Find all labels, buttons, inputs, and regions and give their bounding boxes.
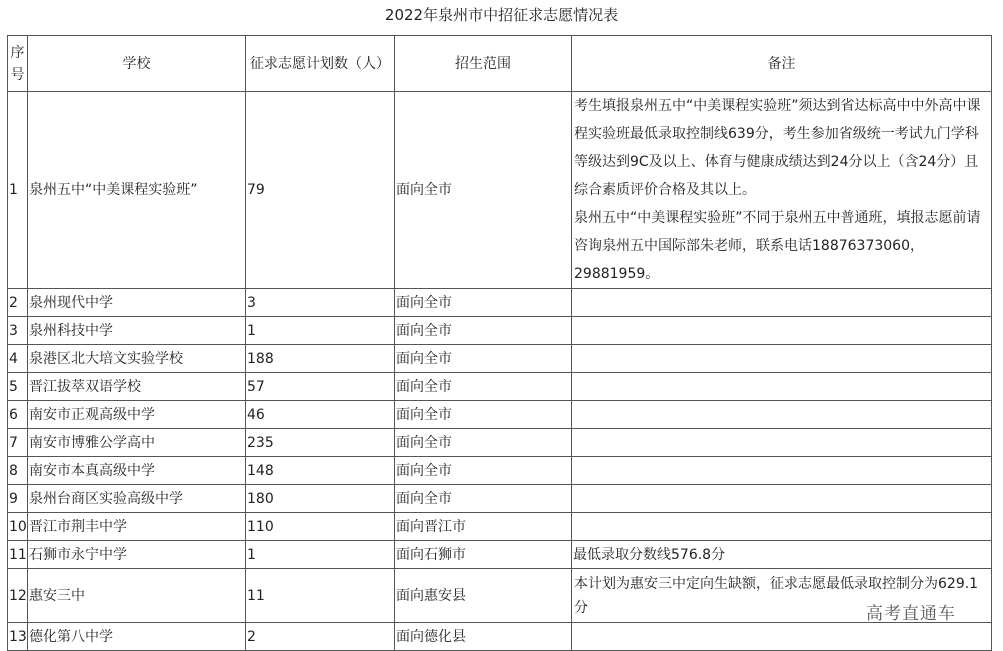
- cell-school: 南安市正观高级中学: [28, 401, 246, 429]
- cell-scope: 面向全市: [395, 485, 572, 513]
- cell-note: [572, 513, 992, 541]
- cell-scope: 面向全市: [395, 429, 572, 457]
- header-note: 备注: [572, 36, 992, 92]
- header-plan: 征求志愿计划数（人）: [246, 36, 395, 92]
- cell-school: 石狮市永宁中学: [28, 541, 246, 569]
- note-text: 考生填报泉州五中“中美课程实验班”须达到省达标高中中外高中课程实验班最低录取控制线639分，考生参加省级统一考试九门学科等级达到9C及以上、体育与健康成绩达到24分以上（含24分）且综合素质评价合格及其以上。: [574, 98, 981, 198]
- cell-note: [572, 485, 992, 513]
- cell-school: 惠安三中: [28, 569, 246, 623]
- cell-school: 晋江市荆丰中学: [28, 513, 246, 541]
- cell-plan: 180: [246, 485, 395, 513]
- cell-plan: 235: [246, 429, 395, 457]
- cell-school: 泉州现代中学: [28, 289, 246, 317]
- cell-scope: 面向全市: [395, 345, 572, 373]
- table-row: [8, 289, 992, 317]
- note-text-extra: 泉州五中“中美课程实验班”不同于泉州五中普通班，填报志愿前请咨询泉州五中国际部朱老师，联系电话18876373060，29881959。: [574, 210, 981, 282]
- cell-plan: 110: [246, 513, 395, 541]
- cell-seq: 7: [8, 429, 28, 457]
- table-row: [8, 345, 992, 373]
- table-row: [8, 541, 992, 569]
- cell-seq: 8: [8, 457, 28, 485]
- table-row: [8, 401, 992, 429]
- watermark: 高考直通车: [866, 604, 956, 624]
- cell-scope: 面向德化县: [395, 623, 572, 651]
- table-row: [8, 485, 992, 513]
- cell-scope: 面向全市: [395, 289, 572, 317]
- cell-school: 泉州科技中学: [28, 317, 246, 345]
- cell-note: [572, 345, 992, 373]
- cell-seq: 12: [8, 569, 28, 623]
- cell-note: [572, 429, 992, 457]
- cell-seq: 2: [8, 289, 28, 317]
- cell-scope: 面向惠安县: [395, 569, 572, 623]
- table-row: [8, 373, 992, 401]
- cell-note: [572, 289, 992, 317]
- cell-scope: 面向全市: [395, 373, 572, 401]
- cell-note: [572, 317, 992, 345]
- cell-note: 最低录取分数线576.8分: [572, 541, 992, 569]
- cell-seq: 1: [8, 92, 28, 289]
- page-title: 2022年泉州市中招征求志愿情况表: [384, 6, 619, 24]
- cell-scope: 面向全市: [395, 401, 572, 429]
- table-row: [8, 457, 992, 485]
- cell-seq: 6: [8, 401, 28, 429]
- cell-plan: 57: [246, 373, 395, 401]
- cell-plan: 148: [246, 457, 395, 485]
- cell-seq: 11: [8, 541, 28, 569]
- cell-scope: 面向全市: [395, 317, 572, 345]
- cell-scope: 面向晋江市: [395, 513, 572, 541]
- table-row: [8, 513, 992, 541]
- cell-plan: 46: [246, 401, 395, 429]
- header-school: 学校: [28, 36, 246, 92]
- cell-plan: 2: [246, 623, 395, 651]
- cell-school: 晋江拔萃双语学校: [28, 373, 246, 401]
- header-scope: 招生范围: [395, 36, 572, 92]
- cell-plan: 1: [246, 541, 395, 569]
- cell-plan: 188: [246, 345, 395, 373]
- table-row: [8, 429, 992, 457]
- cell-scope: 面向石狮市: [395, 541, 572, 569]
- cell-plan: 11: [246, 569, 395, 623]
- cell-school: 泉州台商区实验高级中学: [28, 485, 246, 513]
- cell-school: 泉州五中“中美课程实验班”: [28, 92, 246, 289]
- cell-note: [572, 457, 992, 485]
- table-header-row: [8, 36, 992, 92]
- cell-note: [572, 401, 992, 429]
- cell-school: 德化第八中学: [28, 623, 246, 651]
- cell-seq: 3: [8, 317, 28, 345]
- cell-seq: 4: [8, 345, 28, 373]
- cell-note: 本计划为惠安三中定向生缺额，征求志愿最低录取控制分为629.1分: [572, 569, 992, 623]
- cell-plan: 3: [246, 289, 395, 317]
- cell-scope: 面向全市: [395, 92, 572, 289]
- cell-school: 泉港区北大培文实验学校: [28, 345, 246, 373]
- table-row: [8, 569, 992, 623]
- cell-seq: 10: [8, 513, 28, 541]
- cell-note: [572, 92, 992, 289]
- cell-plan: 1: [246, 317, 395, 345]
- table-row: [8, 623, 992, 651]
- header-seq: 序号: [8, 36, 28, 92]
- table-row: [8, 92, 992, 289]
- cell-note: [572, 623, 992, 651]
- cell-seq: 9: [8, 485, 28, 513]
- cell-scope: 面向全市: [395, 457, 572, 485]
- enrollment-table: [7, 35, 992, 651]
- cell-school: 南安市本真高级中学: [28, 457, 246, 485]
- table-row: [8, 317, 992, 345]
- cell-plan: 79: [246, 92, 395, 289]
- cell-seq: 13: [8, 623, 28, 651]
- cell-school: 南安市博雅公学高中: [28, 429, 246, 457]
- cell-note: [572, 373, 992, 401]
- cell-seq: 5: [8, 373, 28, 401]
